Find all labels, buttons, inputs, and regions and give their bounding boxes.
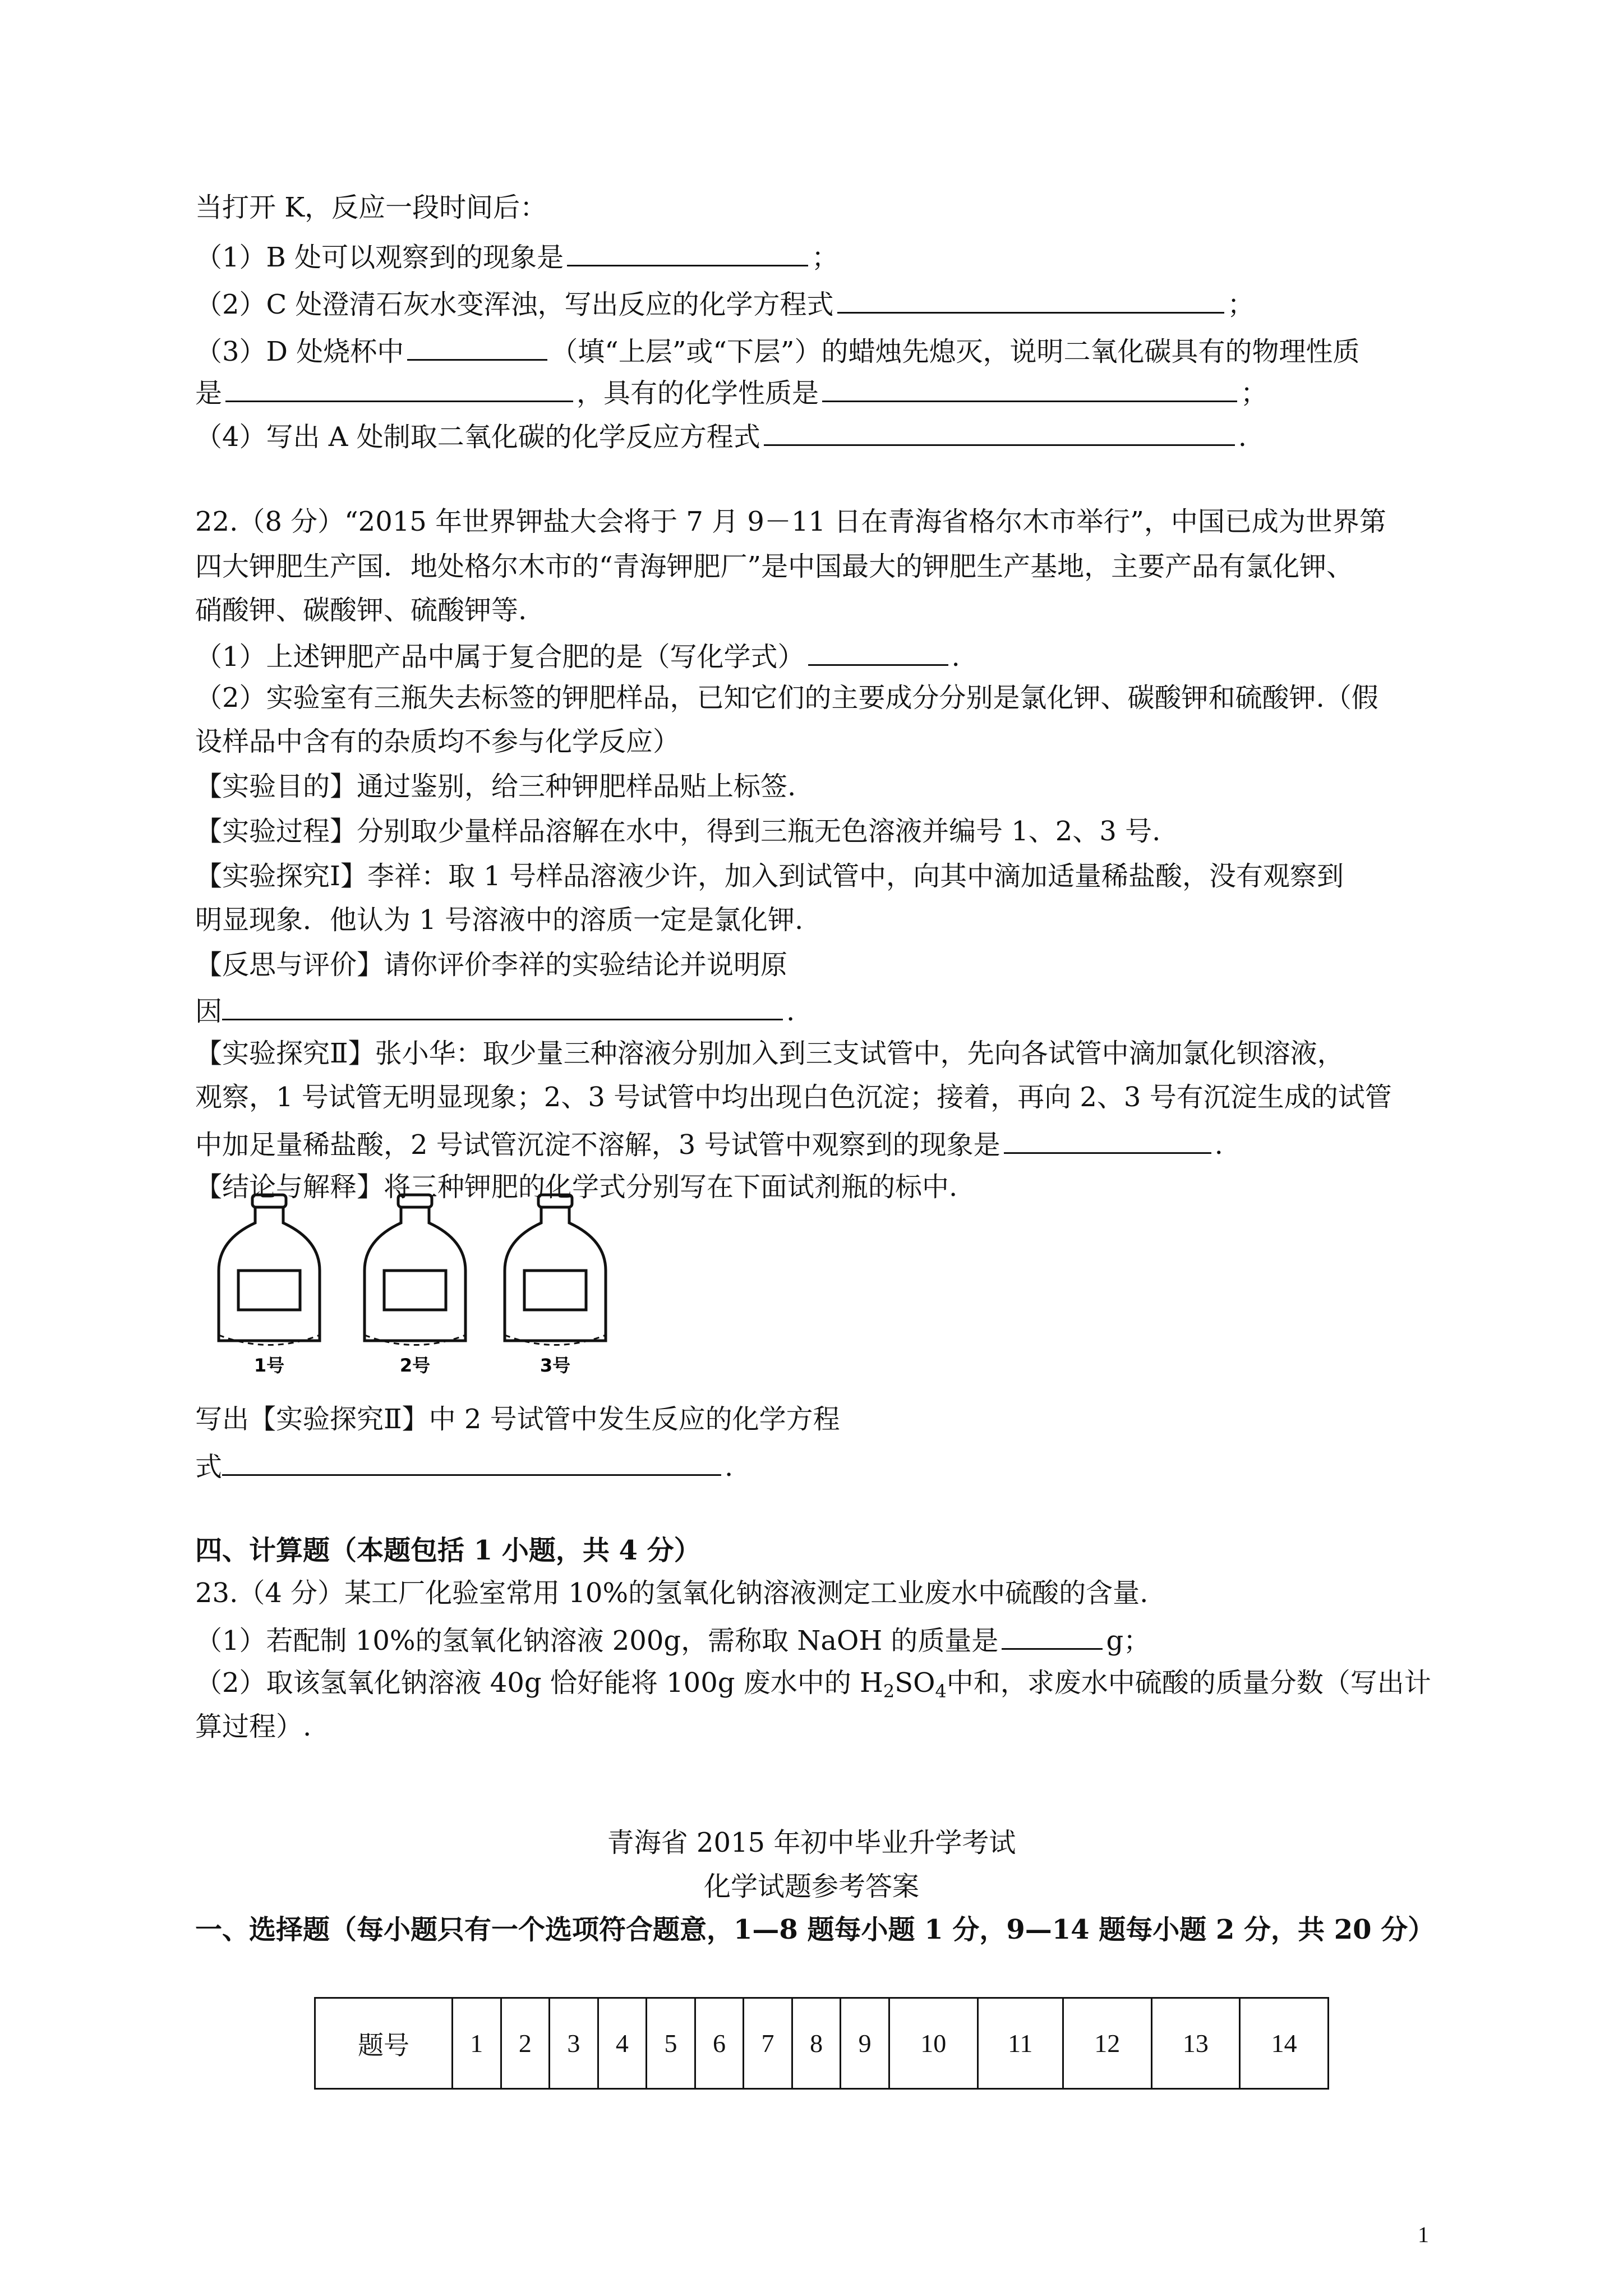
answer-blank[interactable]: [1004, 1125, 1211, 1154]
table-cell: 11: [978, 1998, 1063, 2089]
q22-write-2: 式 .: [195, 1447, 733, 1484]
q22-part2-2: 设样品中含有的杂质均不参与化学反应）: [195, 726, 680, 757]
q21-intro: 当打开 K，反应一段时间后：: [195, 192, 547, 223]
answer-blank[interactable]: [222, 992, 783, 1020]
reagent-bottle-2: [365, 1195, 465, 1376]
q22-exp2-2: 观察，1 号试管无明显现象；2、3 号试管中均出现白色沉淀；接着，再向 2、3 号有沉淀生成的试管: [195, 1082, 1392, 1113]
table-cell: 7: [744, 1998, 792, 2089]
table-cell: 2: [501, 1998, 550, 2089]
q22-exp1-2: 明显现象．他认为 1 号溶液中的溶质一定是氯化钾.: [195, 904, 804, 936]
bottle-label: 1号: [253, 1355, 285, 1376]
q23-stem: 23.（4 分）某工厂化验室常用 10%的氢氧化钠溶液测定工业废水中硫酸的含量.: [195, 1577, 1149, 1609]
q22-head-3: 硝酸钾、碳酸钾、硫酸钾等.: [195, 595, 527, 626]
reagent-bottle-3: [505, 1195, 606, 1376]
page-number: 1: [1418, 2222, 1429, 2247]
table-cell: 9: [841, 1998, 889, 2089]
table-cell: 4: [598, 1998, 647, 2089]
q21-part2: （2）C 处澄清石灰水变浑浊，写出反应的化学方程式 ；: [195, 285, 1255, 321]
table-header-cell: 题号: [315, 1998, 453, 2089]
q22-part1: （1）上述钾肥产品中属于复合肥的是（写化学式） .: [195, 637, 960, 674]
answer-blank[interactable]: [222, 1447, 721, 1476]
q22-reflect-2: 因 .: [195, 992, 795, 1028]
bottle-label-box[interactable]: [238, 1271, 300, 1310]
bottle-label: 3号: [540, 1355, 571, 1376]
table-cell: 6: [695, 1998, 744, 2089]
q22-part2-1: （2）实验室有三瓶失去标签的钾肥样品，已知它们的主要成分分别是氯化钾、碳酸钾和硫酸钾.（假: [195, 682, 1378, 714]
q23-part1: （1）若配制 10%的氢氧化钠溶液 200g，需称取 NaOH 的质量是 g；: [195, 1621, 1150, 1658]
q21-part3-line2: 是 ，具有的化学性质是 ；: [195, 374, 1267, 410]
answer-table: [314, 1997, 1329, 2090]
bottle-label-box[interactable]: [524, 1271, 586, 1310]
bottle-label-box[interactable]: [384, 1271, 446, 1310]
answer-blank[interactable]: [822, 374, 1237, 402]
table-cell: 13: [1151, 1998, 1240, 2089]
q22-aim: 【实验目的】通过鉴别，给三种钾肥样品贴上标签.: [195, 771, 796, 802]
q22-process: 【实验过程】分别取少量样品溶解在水中，得到三瓶无色溶液并编号 1、2、3 号.: [195, 816, 1161, 847]
table-cell: 1: [453, 1998, 501, 2089]
q21-part4: （4）写出 A 处制取二氧化碳的化学反应方程式 .: [195, 417, 1247, 454]
reagent-bottles-figure: [213, 1192, 617, 1377]
table-cell: 8: [792, 1998, 841, 2089]
q22-conclusion: 【结论与解释】将三种钾肥的化学式分别写在下面试剂瓶的标中.: [195, 1171, 958, 1203]
answers-section-1: 一、选择题（每小题只有一个选项符合题意，1—8 题每小题 1 分，9—14 题每小题 2 分，共 20 分）: [195, 1914, 1435, 1945]
table-cell: 3: [550, 1998, 598, 2089]
q23-part2-1: （2）取该氢氧化钠溶液 40g 恰好能将 100g 废水中的 $H_2SO_4$中和，求废水中硫酸的质量分数（写出计: [195, 1667, 1431, 1702]
table-cell: 10: [889, 1998, 978, 2089]
q22-head-2: 四大钾肥生产国．地处格尔木市的“青海钾肥厂”是中国最大的钾肥生产基地，主要产品有氯化钾、: [195, 551, 1354, 582]
q22-reflect-1: 【反思与评价】请你评价李祥的实验结论并说明原: [195, 949, 788, 981]
table-cell: 5: [647, 1998, 695, 2089]
reagent-bottle-1: [219, 1195, 320, 1376]
answer-blank[interactable]: [808, 637, 948, 666]
q23-part2-2: 算过程）.: [195, 1711, 312, 1742]
q22-write-1: 写出【实验探究Ⅱ】中 2 号试管中发生反应的化学方程: [195, 1404, 840, 1435]
answers-title-1: 青海省 2015 年初中毕业升学考试: [607, 1827, 1016, 1858]
q22-exp2-3: 中加足量稀盐酸，2 号试管沉淀不溶解，3 号试管中观察到的现象是 .: [195, 1125, 1223, 1162]
table-cell: 14: [1240, 1998, 1329, 2089]
q21-part3-line1: （3）D 处烧杯中 （填“上层”或“下层”）的蜡烛先熄灭，说明二氧化碳具有的物理性质: [195, 332, 1359, 369]
section-4-title: 四、计算题（本题包括 1 小题，共 4 分）: [195, 1535, 701, 1566]
q22-exp1-1: 【实验探究Ⅰ】李祥：取 1 号样品溶液少许，加入到试管中，向其中滴加适量稀盐酸，没有观察到: [195, 861, 1344, 892]
bottle-label: 2号: [399, 1355, 431, 1376]
answers-title-2: 化学试题参考答案: [703, 1871, 919, 1902]
answer-blank[interactable]: [407, 332, 547, 361]
answer-blank[interactable]: [1002, 1621, 1103, 1650]
q22-exp2-1: 【实验探究Ⅱ】张小华：取少量三种溶液分别加入到三支试管中，先向各试管中滴加氯化钡溶液，: [195, 1038, 1344, 1069]
table-cell: 12: [1063, 1998, 1151, 2089]
q21-part1: （1）B 处可以观察到的现象是 ；: [195, 238, 838, 274]
answer-blank[interactable]: [764, 417, 1235, 446]
answer-blank[interactable]: [567, 238, 808, 266]
answer-blank[interactable]: [837, 285, 1224, 314]
q22-head-1: 22.（8 分）“2015 年世界钾盐大会将于 7 月 9－11 日在青海省格尔木市举行”，中国已成为世界第: [195, 506, 1386, 537]
table-row: [315, 1998, 1329, 2089]
answer-blank[interactable]: [225, 374, 573, 402]
